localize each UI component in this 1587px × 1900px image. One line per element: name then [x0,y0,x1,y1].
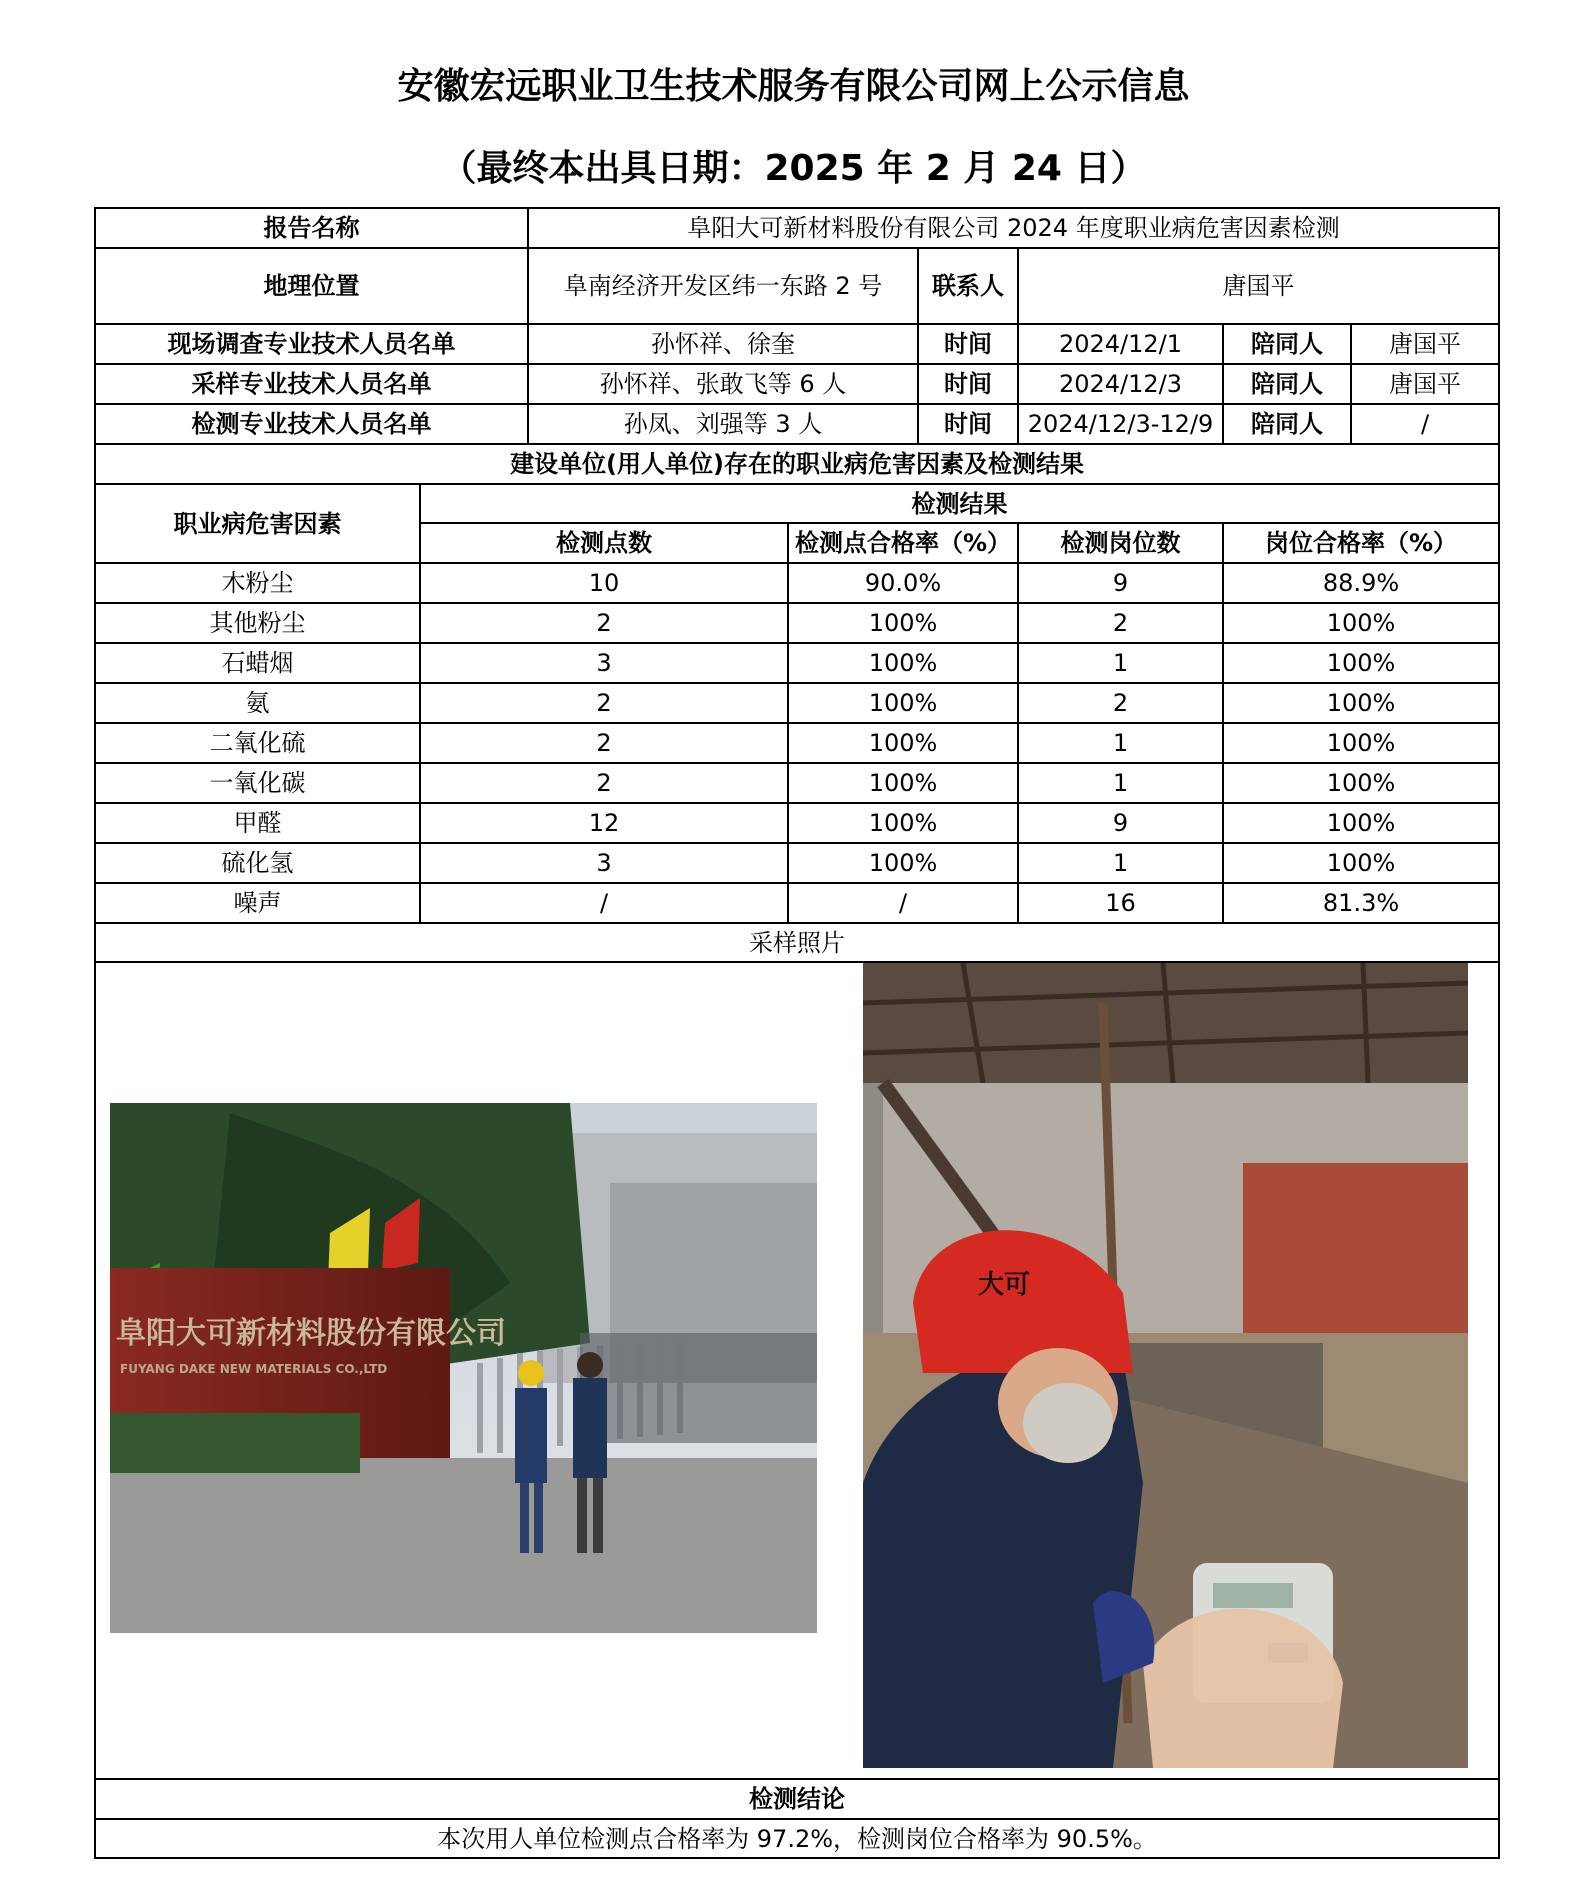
contact-label: 联系人 [918,248,1018,324]
sampling-accompany: 唐国平 [1351,364,1499,404]
factor-cell: 噪声 [95,883,420,923]
points-cell: / [420,883,788,923]
post-rate-cell: 88.9% [1223,563,1499,603]
conclusion-text: 本次用人单位检测点合格率为 97.2%，检测岗位合格率为 90.5%。 [95,1819,1499,1858]
post-rate-cell: 81.3% [1223,883,1499,923]
sign-en: FUYANG DAKE NEW MATERIALS CO.,LTD [120,1362,388,1376]
helmet-text: 大可 [978,1270,1031,1300]
table-row [95,883,1499,923]
col-points: 检测点数 [420,523,788,563]
posts-cell: 9 [1018,803,1223,843]
post-rate-cell: 100% [1223,723,1499,763]
post-rate-cell: 100% [1223,803,1499,843]
point-rate-cell: 90.0% [788,563,1018,603]
points-cell: 3 [420,643,788,683]
table-row [95,603,1499,643]
points-cell: 12 [420,803,788,843]
location-label: 地理位置 [95,248,528,324]
contact-value: 唐国平 [1018,248,1499,324]
result-header: 检测结果 [420,484,1499,523]
points-cell: 2 [420,683,788,723]
factor-cell: 硫化氢 [95,843,420,883]
col-post-rate: 岗位合格率（%） [1223,523,1499,563]
conclusion-title: 检测结论 [95,1779,1499,1819]
posts-cell: 2 [1018,603,1223,643]
survey-accompany: 唐国平 [1351,324,1499,364]
point-rate-cell: 100% [788,763,1018,803]
sampling-staff-names: 孙怀祥、张敢飞等 6 人 [528,364,918,404]
photo-area [95,962,1499,1779]
point-rate-cell: 100% [788,723,1018,763]
posts-cell: 16 [1018,883,1223,923]
testing-time-label: 时间 [918,404,1018,444]
table-row [95,643,1499,683]
posts-cell: 9 [1018,563,1223,603]
points-cell: 2 [420,763,788,803]
table-row [95,843,1499,883]
location-value: 阜南经济开发区纬一东路 2 号 [528,248,918,324]
points-cell: 3 [420,843,788,883]
table-row [95,763,1499,803]
point-rate-cell: / [788,883,1018,923]
point-rate-cell: 100% [788,683,1018,723]
page-title: 安徽宏远职业卫生技术服务有限公司网上公示信息 [397,66,1190,107]
posts-cell: 1 [1018,643,1223,683]
report-name: 阜阳大可新材料股份有限公司 2024 年度职业病危害因素检测 [528,208,1499,248]
factor-cell: 木粉尘 [95,563,420,603]
sampling-photo [863,963,1468,1768]
factor-cell: 石蜡烟 [95,643,420,683]
points-cell: 10 [420,563,788,603]
factor-header: 职业病危害因素 [95,484,420,563]
photos-label: 采样照片 [95,923,1499,962]
report-name-label: 报告名称 [95,208,528,248]
point-rate-cell: 100% [788,843,1018,883]
factor-cell: 甲醛 [95,803,420,843]
survey-staff-names: 孙怀祥、徐奎 [528,324,918,364]
point-rate-cell: 100% [788,603,1018,643]
points-cell: 2 [420,603,788,643]
testing-staff-label: 检测专业技术人员名单 [95,404,528,444]
point-rate-cell: 100% [788,803,1018,843]
report-table [94,207,1500,1859]
factor-cell: 其他粉尘 [95,603,420,643]
post-rate-cell: 100% [1223,843,1499,883]
factor-cell: 氨 [95,683,420,723]
table-row [95,683,1499,723]
posts-cell: 1 [1018,763,1223,803]
sampling-staff-label: 采样专业技术人员名单 [95,364,528,404]
post-rate-cell: 100% [1223,683,1499,723]
sign-text: 阜阳大可新材料股份有限公司 [116,1316,506,1351]
col-posts: 检测岗位数 [1018,523,1223,563]
posts-cell: 1 [1018,723,1223,763]
entrance-photo [110,1103,817,1633]
testing-staff-names: 孙凤、刘强等 3 人 [528,404,918,444]
issue-date: （最终本出具日期：2025 年 2 月 24 日） [440,148,1147,189]
sampling-time: 2024/12/3 [1018,364,1223,404]
point-rate-cell: 100% [788,643,1018,683]
factor-cell: 二氧化硫 [95,723,420,763]
points-cell: 2 [420,723,788,763]
posts-cell: 2 [1018,683,1223,723]
table-row [95,803,1499,843]
testing-accompany-label: 陪同人 [1223,404,1351,444]
post-rate-cell: 100% [1223,643,1499,683]
posts-cell: 1 [1018,843,1223,883]
sampling-time-label: 时间 [918,364,1018,404]
survey-time-label: 时间 [918,324,1018,364]
col-point-rate: 检测点合格率（%） [788,523,1018,563]
factor-cell: 一氧化碳 [95,763,420,803]
post-rate-cell: 100% [1223,603,1499,643]
table-row [95,723,1499,763]
survey-accompany-label: 陪同人 [1223,324,1351,364]
survey-time: 2024/12/1 [1018,324,1223,364]
table-row [95,563,1499,603]
testing-accompany: / [1351,404,1499,444]
results-section-title: 建设单位(用人单位)存在的职业病危害因素及检测结果 [95,444,1499,484]
post-rate-cell: 100% [1223,763,1499,803]
testing-time: 2024/12/3-12/9 [1018,404,1223,444]
sampling-accompany-label: 陪同人 [1223,364,1351,404]
survey-staff-label: 现场调查专业技术人员名单 [95,324,528,364]
